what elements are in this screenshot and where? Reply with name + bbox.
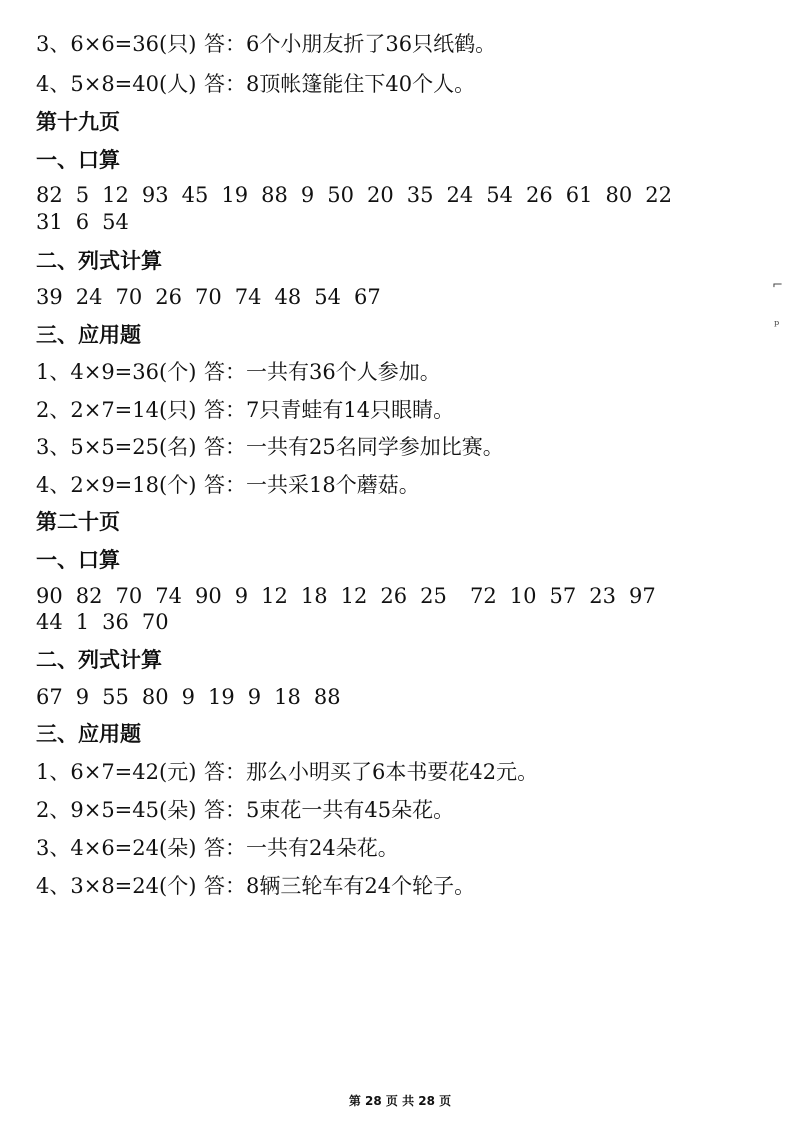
answer-label: 答： — [204, 760, 246, 784]
equation: 3、6×6=36(只) — [36, 32, 197, 56]
number: 44 — [36, 610, 63, 634]
number: 93 — [141, 183, 169, 207]
equation: 1、6×7=42(元) — [36, 760, 197, 784]
number: 24 — [75, 285, 103, 309]
number: 55 — [102, 685, 129, 709]
number: 50 — [327, 183, 355, 207]
number: 9 — [300, 183, 315, 207]
answer-text: 8顶帐篷能住下40个人。 — [246, 72, 476, 96]
answer-line — [36, 358, 441, 386]
number-row — [36, 608, 169, 636]
number: 19 — [208, 685, 235, 709]
number: 23 — [589, 584, 616, 608]
heading-calculation: 二、列式计算 — [36, 249, 162, 273]
number: 10 — [509, 584, 537, 608]
number: 9 — [181, 685, 196, 709]
answer-line — [36, 471, 420, 499]
number: 12 — [340, 584, 368, 608]
number: 26 — [155, 285, 182, 309]
number: 1 — [75, 610, 90, 634]
answer-text: 一共有24朵花。 — [246, 836, 399, 860]
answer-text: 一共有36个人参加。 — [246, 360, 441, 384]
page-footer: 第 28 页 共 28 页 — [348, 1094, 452, 1108]
number: 54 — [314, 285, 341, 309]
number: 26 — [380, 584, 408, 608]
scan-mark: ⌐ — [772, 278, 783, 293]
equation: 1、4×9=36(个) — [36, 360, 197, 384]
heading-word-problems: 三、应用题 — [36, 323, 141, 347]
answer-label: 答： — [204, 398, 246, 422]
answer-label: 答： — [204, 798, 246, 822]
heading-calculation: 二、列式计算 — [36, 648, 162, 672]
number: 90 — [195, 584, 222, 608]
number: 70 — [141, 610, 169, 634]
number: 80 — [141, 685, 169, 709]
number: 82 — [36, 183, 63, 207]
number: 5 — [75, 183, 90, 207]
equation: 4、3×8=24(个) — [36, 874, 197, 898]
answer-label: 答： — [204, 874, 246, 898]
heading-mental-math: 一、口算 — [36, 548, 120, 572]
heading-mental-math: 一、口算 — [36, 148, 120, 172]
number: 12 — [261, 584, 288, 608]
number: 67 — [354, 285, 381, 309]
number: 74 — [234, 285, 262, 309]
scan-mark: ᵖ — [774, 318, 780, 333]
number: 20 — [367, 183, 394, 207]
answer-label: 答： — [204, 32, 246, 56]
equation: 2、2×7=14(只) — [36, 398, 197, 422]
section-title-p20: 第二十页 — [36, 510, 120, 534]
number: 67 — [36, 685, 63, 709]
number: 9 — [75, 685, 90, 709]
answer-label: 答： — [204, 473, 246, 497]
answer-label: 答： — [204, 435, 246, 459]
answer-label: 答： — [204, 360, 246, 384]
number: 9 — [247, 685, 262, 709]
answer-line — [36, 834, 399, 862]
number: 35 — [406, 183, 434, 207]
number: 18 — [274, 685, 301, 709]
equation: 4、2×9=18(个) — [36, 473, 197, 497]
number: 54 — [486, 183, 514, 207]
number: 70 — [115, 584, 143, 608]
number: 88 — [261, 183, 288, 207]
number-row — [36, 582, 656, 610]
number: 72 — [469, 584, 497, 608]
number-row — [36, 683, 341, 711]
number: 80 — [605, 183, 633, 207]
number: 6 — [75, 210, 90, 234]
answer-text: 8辆三轮车有24个轮子。 — [246, 874, 476, 898]
number: 70 — [195, 285, 222, 309]
answer-line — [36, 396, 454, 424]
answer-text: 6个小朋友折了36只纸鹤。 — [246, 32, 497, 56]
number: 82 — [75, 584, 103, 608]
number: 74 — [155, 584, 182, 608]
heading-word-problems: 三、应用题 — [36, 722, 141, 746]
answer-label: 答： — [204, 72, 246, 96]
answer-line — [36, 796, 454, 824]
number: 36 — [102, 610, 129, 634]
answer-line — [36, 433, 504, 461]
number: 39 — [36, 285, 63, 309]
answer-text: 一共有25名同学参加比赛。 — [246, 435, 504, 459]
number: 90 — [36, 584, 63, 608]
number-row — [36, 208, 129, 236]
number: 18 — [300, 584, 328, 608]
number: 70 — [115, 285, 143, 309]
answer-text: 一共采18个蘑菇。 — [246, 473, 420, 497]
number: 22 — [645, 183, 673, 207]
number: 9 — [234, 584, 249, 608]
number: 24 — [446, 183, 474, 207]
answer-label: 答： — [204, 836, 246, 860]
number: 54 — [102, 210, 129, 234]
equation: 4、5×8=40(人) — [36, 72, 197, 96]
number-row — [36, 283, 381, 311]
number: 25 — [420, 584, 447, 608]
equation: 2、9×5=45(朵) — [36, 798, 197, 822]
answer-line — [36, 872, 475, 900]
section-title-p19: 第十九页 — [36, 110, 120, 134]
number: 12 — [102, 183, 129, 207]
equation: 3、4×6=24(朵) — [36, 836, 197, 860]
number: 45 — [181, 183, 209, 207]
equation: 3、5×5=25(名) — [36, 435, 197, 459]
number: 31 — [36, 210, 63, 234]
number: 57 — [549, 584, 577, 608]
number: 19 — [221, 183, 249, 207]
number: 48 — [274, 285, 302, 309]
answer-line — [36, 70, 475, 98]
number: 26 — [526, 183, 553, 207]
answer-text: 7只青蛙有14只眼睛。 — [246, 398, 455, 422]
number: 88 — [313, 685, 341, 709]
answer-line — [36, 30, 496, 58]
answer-text: 5束花一共有45朵花。 — [246, 798, 455, 822]
answer-line — [36, 758, 538, 786]
number: 61 — [565, 183, 593, 207]
number-row — [36, 181, 672, 209]
number: 97 — [628, 584, 656, 608]
answer-text: 那么小明买了6本书要花42元。 — [246, 760, 539, 784]
